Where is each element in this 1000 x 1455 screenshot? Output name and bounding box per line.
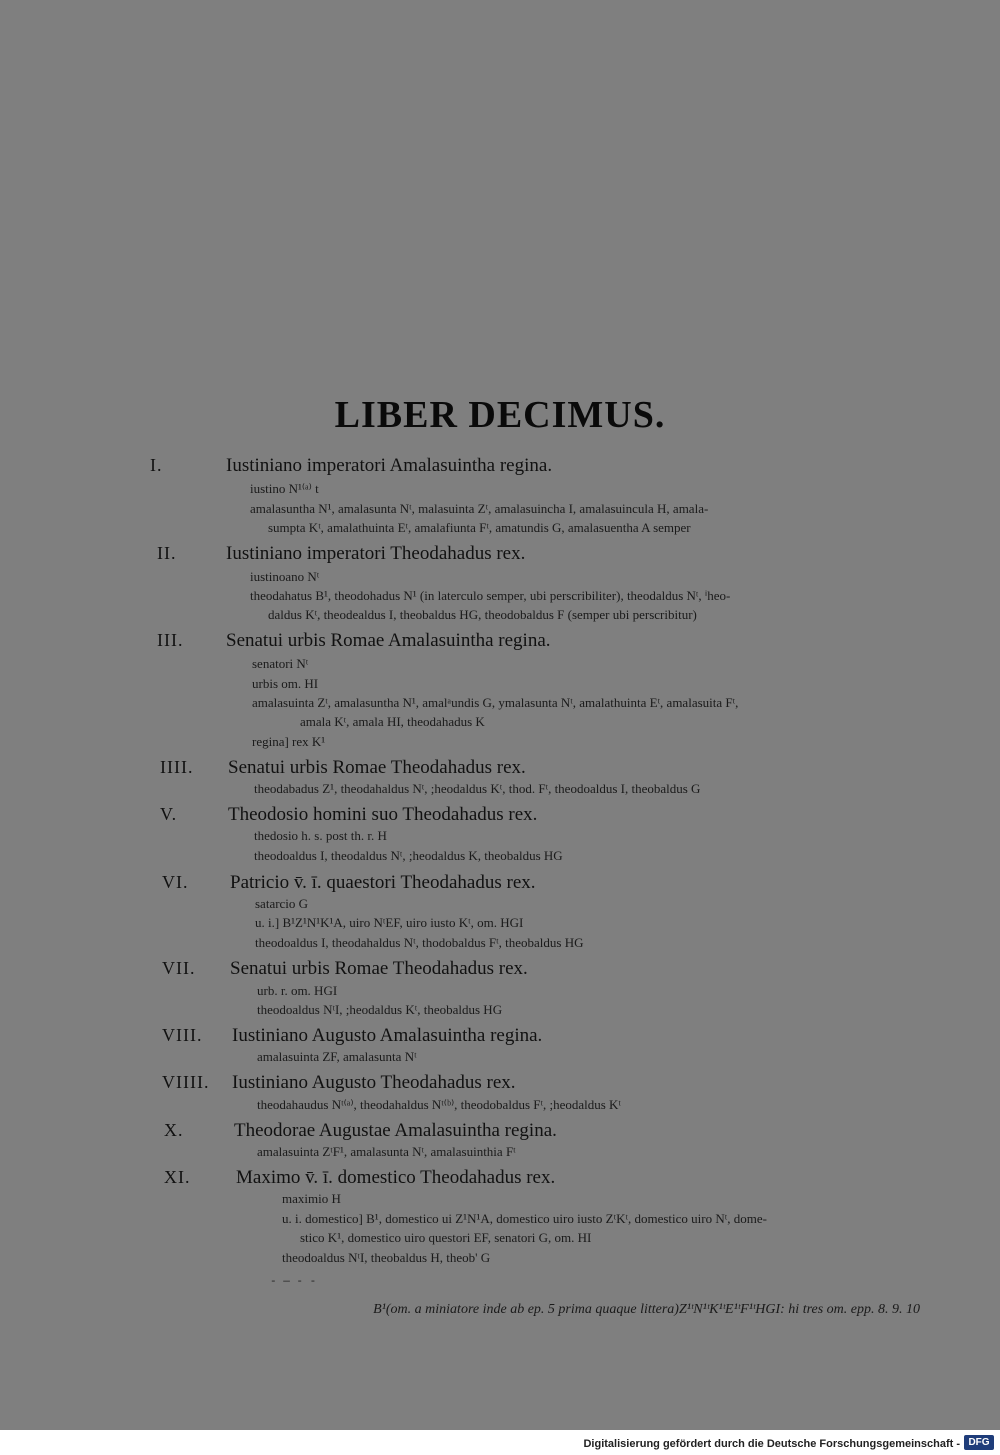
entry-heading: Iustiniano imperatori Theodahadus rex. [226, 543, 526, 564]
entry-note: amalasuinta ZᵗF¹, amalasunta Nᵗ, amalasuinthia Fᵗ [257, 1144, 516, 1159]
entry-heading: Maximo v̄. ī. domestico Theodahadus rex. [236, 1167, 556, 1188]
entry-note: theodahatus B¹, theodohadus N¹ (in laterculo semper, ubi perscribiliter), theodaldus Nᵗ, ⁱheo- [250, 588, 731, 603]
entry-note: amalasuntha N¹, amalasunta Nᵗ, malasuinta Zᵗ, amalasuincha I, amalasuincula H, amala- [250, 501, 709, 516]
entry-note: regina] rex K¹ [252, 734, 326, 749]
entry-note: sumpta Kᵗ, amalathuinta Eᵗ, amalafiunta Fᵗ, amatundis G, amalasuentha A semper [268, 520, 691, 535]
entry-heading: Senatui urbis Romae Amalasuintha regina. [226, 630, 551, 651]
entry-note: u. i.] B¹Z¹N¹K¹A, uiro NᵗEF, uiro iusto Kᵗ, om. HGI [255, 915, 524, 930]
entry-note: theodoaldus I, theodahaldus Nᵗ, thodobaldus Fᵗ, theobaldus HG [255, 935, 584, 950]
entry-note: amala Kᵗ, amala HI, theodahadus K [300, 714, 485, 729]
entry-number: XI. [164, 1167, 191, 1187]
entry-note: iustinoano Nᵗ [250, 569, 320, 584]
entry-number: VIII. [162, 1025, 203, 1045]
page-title: LIBER DECIMUS. [334, 394, 666, 436]
entry-heading: Senatui urbis Romae Theodahadus rex. [228, 757, 526, 778]
entry-note: amalasuinta ZF, amalasunta Nᵗ [257, 1049, 417, 1064]
entry-note: amalasuinta Zᵗ, amalasuntha N¹, amalᵃundis G, ymalasunta Nᵗ, amalathuinta Eᵗ, amalasuita Fᵗ, [252, 695, 739, 710]
dfg-logo-icon[interactable]: DFG [964, 1435, 994, 1450]
entry-number: X. [164, 1120, 184, 1140]
entry-note: thedosio h. s. post th. r. H [254, 828, 387, 843]
separator-dashes: - — - - [270, 1276, 317, 1288]
entry-heading: Senatui urbis Romae Theodahadus rex. [230, 958, 528, 979]
entry-heading: Theodosio homini suo Theodahadus rex. [228, 804, 538, 825]
entry-note: iustino N¹⁽ᵃ⁾ t [250, 481, 319, 496]
entry-number: II. [157, 543, 177, 563]
entry-number: III. [157, 630, 184, 650]
entry-note: theodoaldus NᵗI, theobaldus H, theob' G [282, 1250, 491, 1265]
entry-number: VI. [162, 872, 189, 892]
entry-number: I. [150, 455, 163, 475]
entry-note: urb. r. om. HGI [257, 983, 338, 998]
entry-number: V. [160, 804, 178, 824]
entry-note: theodoaldus I, theodaldus Nᵗ, ;heodaldus K, theobaldus HG [254, 848, 563, 863]
entry-note: daldus Kᵗ, theodealdus I, theobaldus HG, theodobaldus F (semper ubi perscribitur) [268, 607, 697, 622]
entry-heading: Iustiniano Augusto Amalasuintha regina. [232, 1025, 543, 1046]
footnote: B¹(om. a miniatore inde ab ep. 5 prima quaque littera)Z¹ᵗN¹ᵗK¹ᵗE¹ᵗF¹ᵗHGI: hi tres om. epp. 8. 9. 10 [373, 1302, 920, 1317]
entry-note: senatori Nᵗ [252, 656, 309, 671]
entry-note: maximio H [282, 1191, 341, 1206]
entry-note: stico K¹, domestico uiro questori EF, senatori G, om. HI [300, 1230, 592, 1245]
entry-note: theodabadus Z¹, theodahaldus Nᵗ, ;heodaldus Kᵗ, thod. Fᵗ, theodoaldus I, theobaldus G [254, 781, 701, 796]
entry-heading: Patricio v̄. ī. quaestori Theodahadus rex. [230, 872, 536, 893]
entry-number: VII. [162, 958, 196, 978]
entry-heading: Iustiniano Augusto Theodahadus rex. [232, 1072, 516, 1093]
footer-bar [0, 1430, 1000, 1455]
entry-note: urbis om. HI [252, 676, 319, 691]
entry-heading: Iustiniano imperatori Amalasuintha regina. [226, 455, 553, 476]
entry-note: theodahaudus Nᵗ⁽ᵃ⁾, theodahaldus Nᵗ⁽ᵇ⁾, theodobaldus Fᵗ, ;heodaldus Kᵗ [257, 1097, 621, 1112]
entry-number: IIII. [160, 757, 194, 777]
entry-heading: Theodorae Augustae Amalasuintha regina. [234, 1120, 557, 1141]
entry-note: satarcio G [255, 896, 309, 911]
footer-credit: Digitalisierung gefördert durch die Deutsche Forschungsgemeinschaft - [583, 1438, 960, 1450]
entry-note: theodoaldus NᵗI, ;heodaldus Kᵗ, theobaldus HG [257, 1002, 503, 1017]
entry-note: u. i. domestico] B¹, domestico ui Z¹N¹A, domestico uiro iusto ZᵗKᵗ, domestico uiro Nᵗ, dome- [282, 1211, 767, 1226]
entry-number: VIIII. [162, 1072, 210, 1092]
